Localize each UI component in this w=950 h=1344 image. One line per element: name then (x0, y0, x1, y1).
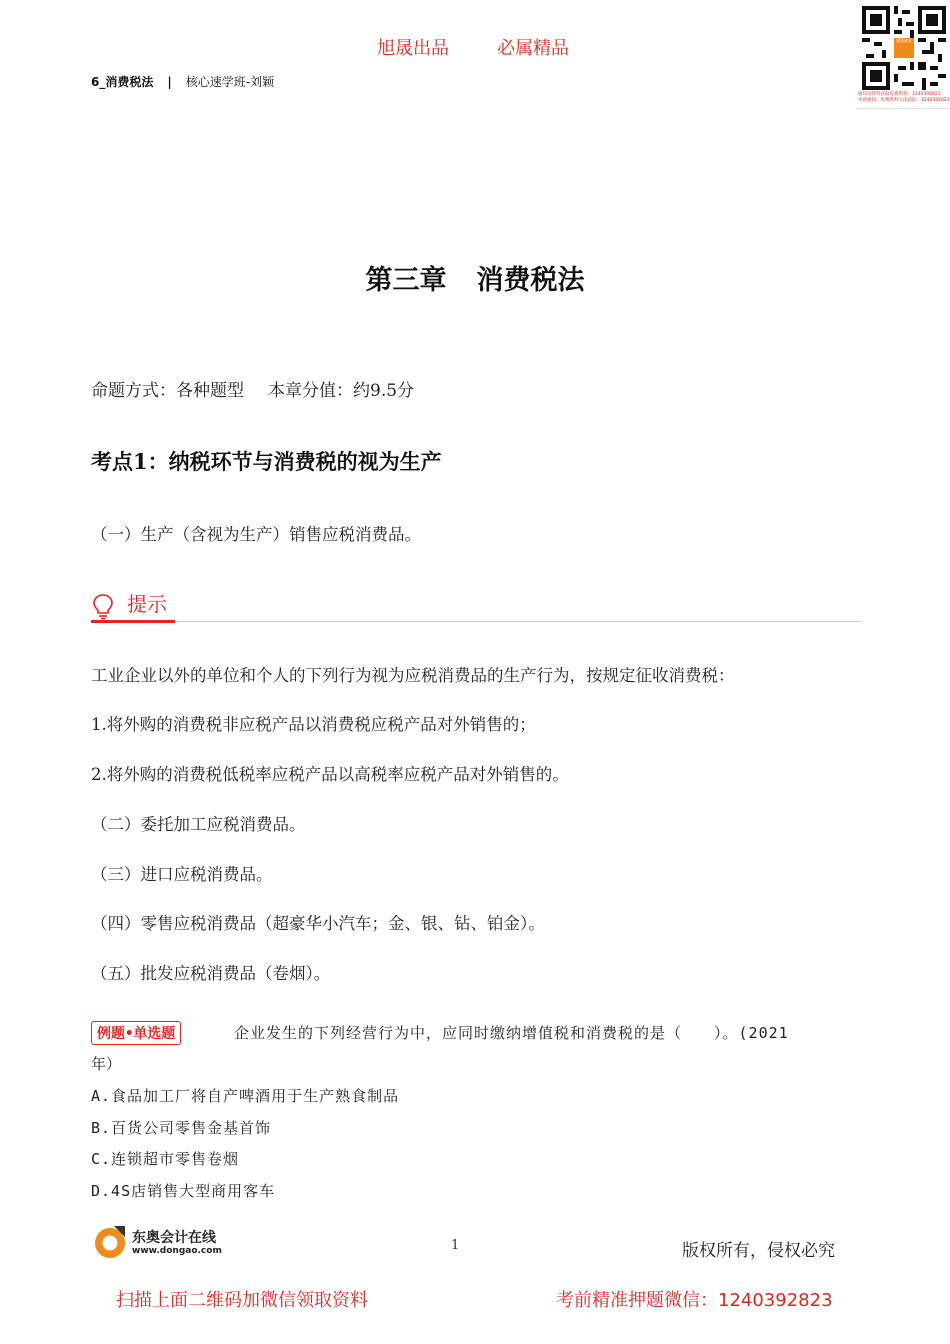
running-chapter: 6_消费税法 (91, 75, 154, 89)
question-stem: 企业发生的下列经营行为中，应同时缴纳增值税和消费税的是（ ）。(2021 (234, 1024, 789, 1042)
tip-line-2: 2.将外购的消费税低税率应税产品以高税率应税产品对外销售的。 (91, 765, 569, 784)
option-b: B.百货公司零售金基首饰 (91, 1119, 272, 1137)
option-d: D.4S店销售大型商用客车 (91, 1182, 276, 1200)
chapter-meta (91, 376, 414, 401)
page-number: 1 (451, 1238, 460, 1253)
qr-caption-line-1: 通知送资料获取免费资料：1240392823 (858, 92, 941, 97)
chapter-name: 消费税法 (476, 265, 585, 296)
promo-right: 考前精准押题微信：1240392823 (556, 1290, 833, 1311)
chapter-number: 第三章 (365, 265, 447, 296)
qr-badge: 旭晟教育 (896, 38, 912, 43)
copyright-notice: 版权所有，侵权必究 (682, 1241, 835, 1261)
banner-left: 旭晟出品 (377, 38, 449, 59)
qr-caption-line-2: 更新通知，免费资料无法获取：1240392823 (858, 98, 950, 103)
banner-right: 必属精品 (497, 38, 569, 59)
tip-header (91, 588, 861, 624)
logo-name: 东奥会计在线 (132, 1230, 216, 1246)
running-separator: | (167, 75, 172, 89)
qr-caption (858, 92, 950, 104)
option-c: C.连锁超市零售卷烟 (91, 1150, 240, 1168)
chapter-title (0, 258, 950, 297)
question-types: 命题方式：各种题型 (91, 381, 244, 401)
promo-left: 扫描上面二维码加微信领取资料 (116, 1290, 368, 1311)
point-item-1: （一）生产（含视为生产）销售应税消费品。 (91, 525, 421, 544)
point-item-4: （四）零售应税消费品（超豪华小汽车；金、银、钻、铂金）。 (91, 914, 545, 933)
dongao-logo-icon (92, 1224, 128, 1260)
lightbulb-icon (91, 592, 115, 620)
tip-label: 提示 (127, 592, 167, 616)
running-header (91, 73, 274, 90)
option-a: A.食品加工厂将自产啤酒用于生产熟食制品 (91, 1087, 400, 1105)
point-item-3: （三）进口应税消费品。 (91, 865, 273, 884)
question-badge: 例题•单选题 (91, 1021, 181, 1045)
tip-intro: 工业企业以外的单位和个人的下列行为视为应税消费品的生产行为，按规定征收消费税： (91, 666, 735, 685)
point-heading: 考点1：纳税环节与消费税的视为生产 (91, 449, 442, 474)
qr-divider (856, 108, 950, 109)
tip-divider (91, 621, 861, 622)
question-stem-continued: 年） (91, 1055, 122, 1073)
logo-url[interactable]: www.dongao.com (132, 1246, 222, 1256)
point-item-2: （二）委托加工应税消费品。 (91, 815, 306, 834)
running-course: 核心速学班-刘颖 (185, 75, 275, 89)
point-item-5: （五）批发应税消费品（卷烟）。 (91, 964, 331, 983)
tip-accent-bar (91, 620, 175, 623)
chapter-score: 本章分值：约9.5分 (268, 381, 415, 401)
tip-line-1: 1.将外购的消费税非应税产品以消费税应税产品对外销售的； (91, 715, 536, 734)
